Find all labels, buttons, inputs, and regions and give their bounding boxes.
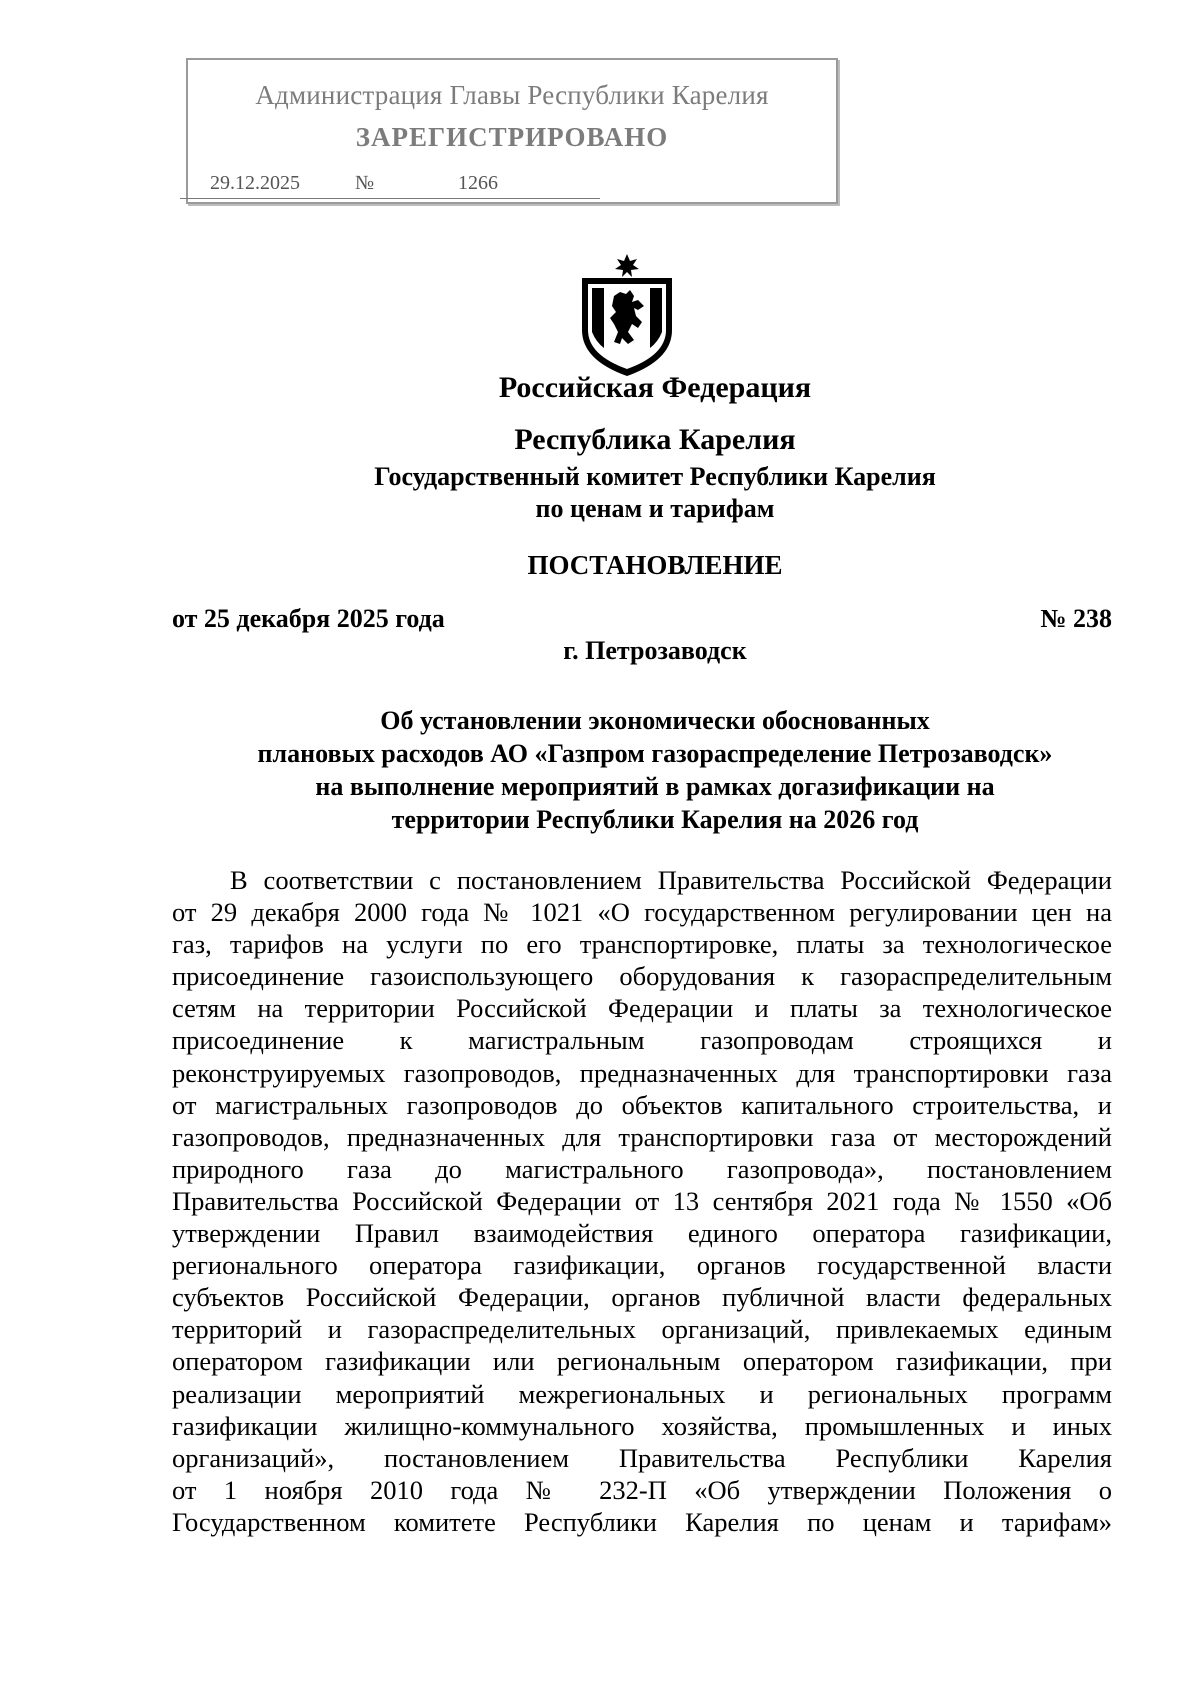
document-title [0,704,1200,836]
coat-of-arms-icon [572,252,682,378]
republic-heading: Республика Карелия [514,423,796,456]
body-line: Правительства Российской Федерации от 13 сентября 2021 года № 1550 «Об [172,1185,1112,1216]
stamp-number: 1266 [458,172,498,194]
registration-stamp [186,58,838,204]
title-line: территории Республики Карелия на 2026 год [391,805,919,834]
body-line: Государственном комитете Республики Карелия по ценам и тарифам» [172,1506,1112,1537]
stamp-number-sign: № [355,172,375,194]
body-line: от 1 ноября 2010 года № 232-П «Об утверждении Положения о [172,1474,1112,1505]
stamp-status: ЗАРЕГИСТРИРОВАНО [355,122,669,152]
document-number: № 238 [1040,604,1112,633]
body-line: природного газа до магистрального газопровода», постановлением [172,1153,1112,1184]
document-body [172,864,1112,1538]
body-line: от 29 декабря 2000 года № 1021 «О государственном регулировании цен на [172,897,1112,928]
body-line: сетям на территории Российской Федерации и платы за технологическое [172,993,1112,1024]
document-type: ПОСТАНОВЛЕНИЕ [527,550,783,580]
body-line: оператором газификации или региональным оператором газификации, при [172,1346,1112,1377]
document-city: г. Петрозаводск [563,636,747,665]
body-line: В соответствии с постановлением Правительства Российской Федерации [230,865,1112,895]
body-line: реконструируемых газопроводов, предназначенных для транспортировки газа [172,1057,1112,1088]
country-heading: Российская Федерация [498,371,812,404]
body-line: газификации жилищно-коммунального хозяйства, промышленных и иных [172,1410,1112,1441]
body-line: присоединение к магистральным газопроводам строящихся и [172,1025,1112,1056]
body-line: присоединение газоиспользующего оборудования к газораспределительным [172,961,1112,992]
body-line: регионального оператора газификации, органов государственной власти [172,1250,1112,1281]
stamp-date: 29.12.2025 [210,172,300,194]
body-line: утверждении Правил взаимодействия единого оператора газификации, [172,1218,1112,1249]
document-date: от 25 декабря 2025 года [172,604,445,633]
body-line: от магистральных газопроводов до объектов капитального строительства, и [172,1089,1112,1120]
body-line: реализации мероприятий межрегиональных и региональных программ [172,1378,1112,1409]
committee-heading-line2: по ценам и тарифам [535,494,775,523]
body-line: территорий и газораспределительных организаций, привлекаемых единым [172,1314,1112,1345]
title-line: плановых расходов АО «Газпром газораспределение Петрозаводск» [257,739,1053,768]
body-line: газ, тарифов на услуги по его транспортировке, платы за технологическое [172,929,1112,960]
title-line: на выполнение мероприятий в рамках догазификации на [315,772,995,801]
committee-heading-line1: Государственный комитет Республики Карелия [374,462,936,491]
body-line: организаций», постановлением Правительства Республики Карелия [172,1442,1112,1473]
body-line: субъектов Российской Федерации, органов публичной власти федеральных [172,1282,1112,1313]
stamp-organization: Администрация Главы Республики Карелия [255,80,769,110]
title-line: Об установлении экономически обоснованных [380,706,930,735]
stamp-registration-line [180,170,600,199]
body-line: газопроводов, предназначенных для транспортировки газа от месторождений [172,1121,1112,1152]
